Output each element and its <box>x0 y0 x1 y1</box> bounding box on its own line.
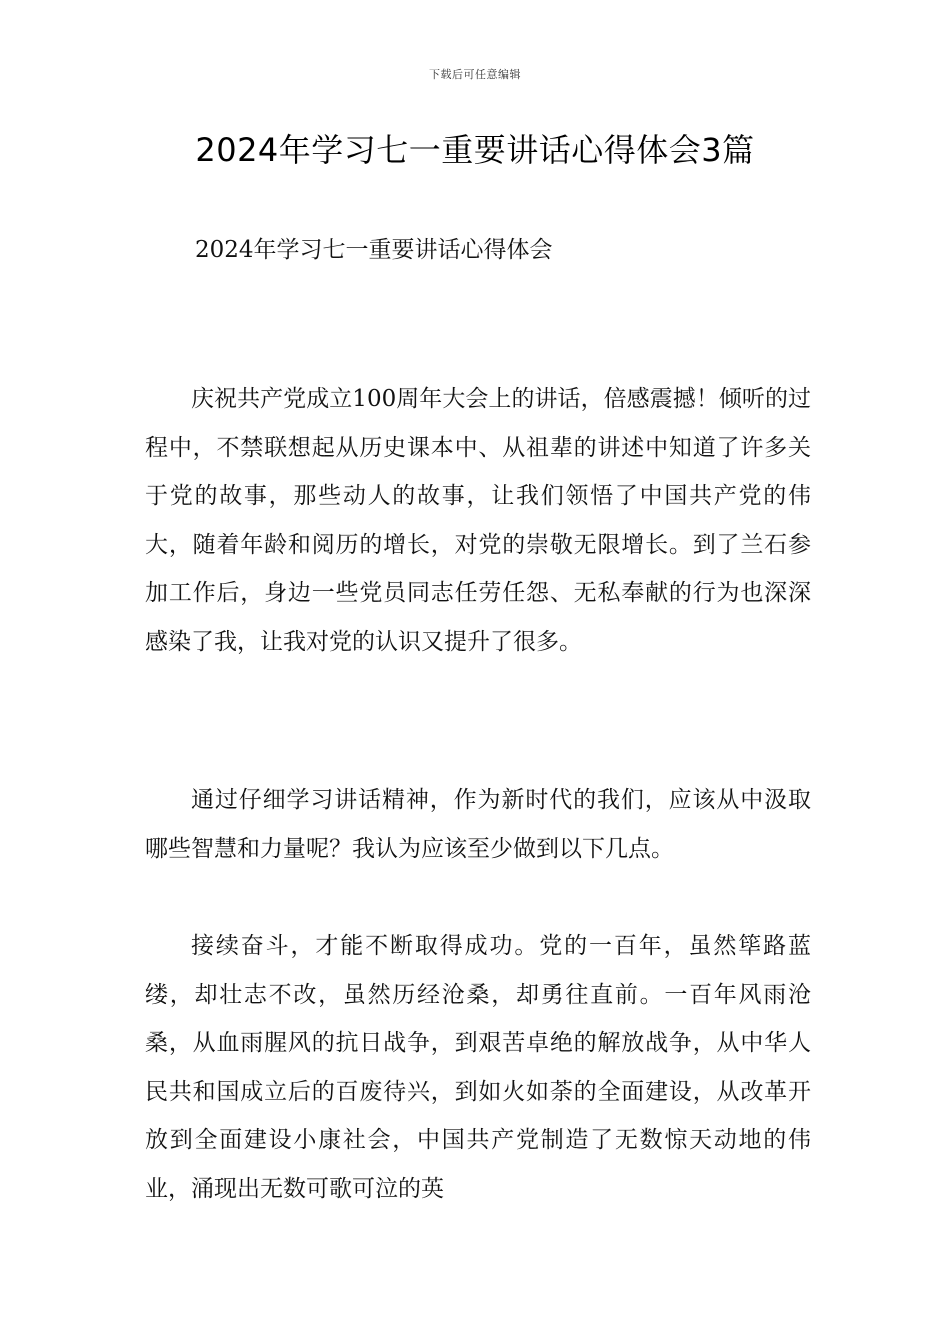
header-note: 下载后可任意编辑 <box>429 68 521 81</box>
paragraph-2: 通过仔细学习讲话精神，作为新时代的我们，应该从中汲取哪些智慧和力量呢？我认为应该至少做到以下几点。 <box>145 787 811 862</box>
document-title: 2024年学习七一重要讲话心得体会3篇 <box>195 131 755 169</box>
section-subtitle: 2024年学习七一重要讲话心得体会 <box>195 237 553 263</box>
paragraph-1: 庆祝共产党成立100周年大会上的讲话，倍感震撼！倾听的过程中，不禁联想起从历史课本中、从祖辈的讲述中知道了许多关于党的故事，那些动人的故事，让我们领悟了中国共产党的伟大，随着年龄和阅历的增长，对党的崇敬无限增长。到了兰石参加工作后，身边一些党员同志任劳任怨、无私奉献的行为也深深感染了我，让我对党的认识又提升了很多。 <box>145 386 811 655</box>
paragraph-3: 接续奋斗，才能不断取得成功。党的一百年，虽然筚路蓝缕，却壮志不改，虽然历经沧桑，却勇往直前。一百年风雨沧桑，从血雨腥风的抗日战争，到艰苦卓绝的解放战争，从中华人民共和国成立后的百废待兴，到如火如荼的全面建设，从改革开放到全面建设小康社会，中国共产党制造了无数惊天动地的伟业，涌现出无数可歌可泣的英 <box>145 933 811 1202</box>
